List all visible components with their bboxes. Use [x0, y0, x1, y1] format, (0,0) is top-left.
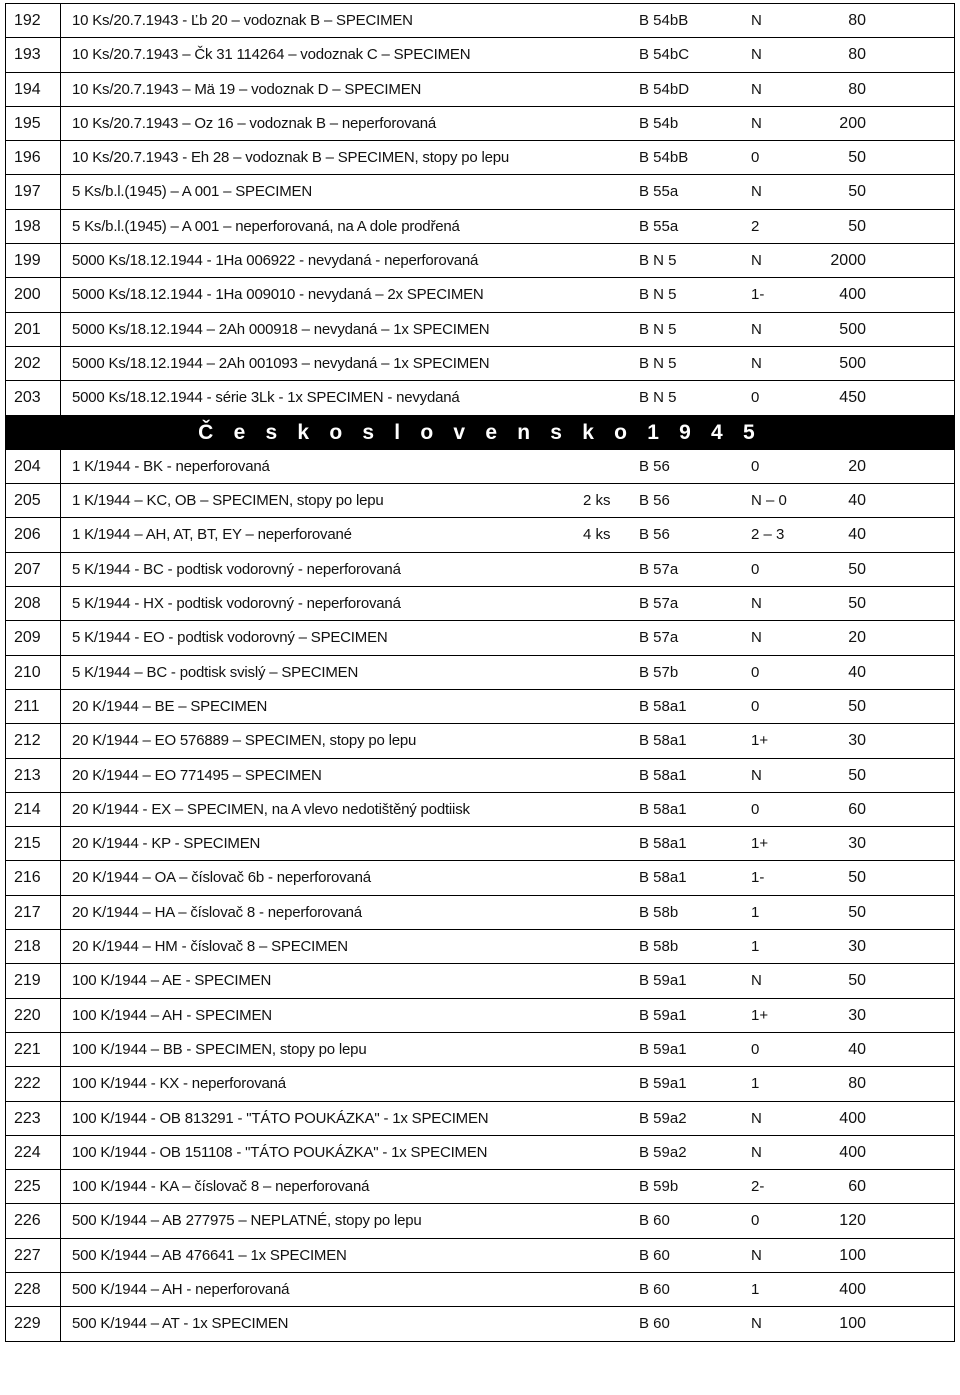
column-divider: [60, 656, 61, 689]
item-description: 500 K/1944 – AB 277975 – NEPLATNÉ, stopy po lepu: [72, 1212, 422, 1230]
table-row: [5, 999, 955, 1033]
item-grade: 1: [751, 903, 760, 921]
item-number: 221: [14, 1040, 41, 1058]
table-row: [5, 1136, 955, 1170]
column-divider: [60, 930, 61, 963]
item-catalog-number: B 56: [639, 457, 670, 475]
item-price: 40: [848, 526, 866, 544]
item-description: 10 Ks/20.7.1943 – Mä 19 – vodoznak D – SPECIMEN: [72, 80, 422, 98]
item-catalog-number: B 57a: [639, 629, 679, 647]
item-grade: N: [751, 1143, 762, 1161]
item-number: 224: [14, 1143, 41, 1161]
item-catalog-number: B 57a: [639, 560, 679, 578]
table-row: [5, 175, 955, 209]
table-row: [5, 896, 955, 930]
item-description: 5 K/1944 – BC - podtisk svislý – SPECIMEN: [72, 663, 359, 681]
item-price: 40: [848, 663, 866, 681]
item-number: 196: [14, 149, 41, 167]
item-grade: 0: [751, 457, 760, 475]
table-row: [5, 313, 955, 347]
table-row: [5, 656, 955, 690]
table-row: [5, 38, 955, 72]
item-price: 20: [848, 457, 866, 475]
item-grade: 1+: [751, 835, 769, 853]
item-grade: 1: [751, 1280, 760, 1298]
item-number: 207: [14, 560, 41, 578]
item-catalog-number: B 58a1: [639, 869, 687, 887]
item-grade: 2 – 3: [751, 526, 785, 544]
item-grade: 1-: [751, 869, 765, 887]
item-number: 204: [14, 457, 41, 475]
item-catalog-number: B 57b: [639, 663, 679, 681]
item-price: 30: [848, 732, 866, 750]
item-number: 228: [14, 1280, 41, 1298]
item-number: 193: [14, 46, 41, 64]
column-divider: [60, 759, 61, 792]
item-description: 5000 Ks/18.12.1944 - série 3Lk - 1x SPECIMEN - nevydaná: [72, 389, 460, 407]
item-grade: N: [751, 1246, 762, 1264]
column-divider: [60, 1102, 61, 1135]
item-number: 218: [14, 938, 41, 956]
table-row: [5, 244, 955, 278]
item-description: 5 K/1944 - BC - podtisk vodorovný - neperforovaná: [72, 560, 401, 578]
table-row: [5, 724, 955, 758]
item-catalog-number: B 54bB: [639, 149, 689, 167]
table-row: [5, 964, 955, 998]
item-catalog-number: B 60: [639, 1315, 670, 1333]
table-row: [5, 1170, 955, 1204]
table-row: [5, 587, 955, 621]
item-price: 50: [848, 697, 866, 715]
item-number: 215: [14, 835, 41, 853]
item-grade: N – 0: [751, 492, 787, 510]
item-description: 1 K/1944 – KC, OB – SPECIMEN, stopy po lepu: [72, 492, 384, 510]
column-divider: [60, 278, 61, 311]
item-price: 500: [839, 354, 866, 372]
item-grade: 2: [751, 217, 760, 235]
item-price: 30: [848, 835, 866, 853]
item-catalog-number: B 58a1: [639, 835, 687, 853]
item-number: 203: [14, 389, 41, 407]
column-divider: [60, 827, 61, 860]
item-grade: 0: [751, 697, 760, 715]
item-number: 202: [14, 354, 41, 372]
item-catalog-number: B 59a1: [639, 972, 687, 990]
item-grade: N: [751, 46, 762, 64]
item-description: 5 Ks/b.l.(1945) – A 001 – SPECIMEN: [72, 183, 312, 201]
item-description: 10 Ks/20.7.1943 – Čk 31 114264 – vodoznak C – SPECIMEN: [72, 46, 471, 64]
item-catalog-number: B N 5: [639, 252, 677, 270]
column-divider: [60, 244, 61, 277]
table-row: [5, 690, 955, 724]
item-grade: N: [751, 972, 762, 990]
item-grade: N: [751, 1109, 762, 1127]
item-price: 50: [848, 903, 866, 921]
column-divider: [60, 690, 61, 723]
item-description: 20 K/1944 – OA – číslovač 6b - neperforovaná: [72, 869, 371, 887]
item-catalog-number: B 56: [639, 492, 670, 510]
item-price: 400: [839, 1143, 866, 1161]
column-divider: [60, 484, 61, 517]
item-catalog-number: B N 5: [639, 320, 677, 338]
item-grade: 0: [751, 1040, 760, 1058]
item-catalog-number: B 59a2: [639, 1109, 687, 1127]
item-grade: N: [751, 354, 762, 372]
rows-before-section: [5, 4, 955, 416]
item-price: 120: [839, 1212, 866, 1230]
column-divider: [60, 896, 61, 929]
item-description: 20 K/1944 – EO 576889 – SPECIMEN, stopy po lepu: [72, 732, 417, 750]
item-catalog-number: B 58a1: [639, 697, 687, 715]
item-grade: 1: [751, 1075, 760, 1093]
column-divider: [60, 141, 61, 174]
item-number: 223: [14, 1109, 41, 1127]
column-divider: [60, 1033, 61, 1066]
item-price: 40: [848, 492, 866, 510]
item-catalog-number: B 58a1: [639, 732, 687, 750]
column-divider: [60, 210, 61, 243]
item-number: 214: [14, 800, 41, 818]
item-description: 10 Ks/20.7.1943 – Oz 16 – vodoznak B – neperforovaná: [72, 114, 437, 132]
item-price: 80: [848, 1075, 866, 1093]
column-divider: [60, 1067, 61, 1100]
column-divider: [60, 175, 61, 208]
item-description: 5000 Ks/18.12.1944 – 2Ah 000918 – nevydaná – 1x SPECIMEN: [72, 320, 490, 338]
item-number: 219: [14, 972, 41, 990]
table-row: [5, 210, 955, 244]
item-catalog-number: B 59a1: [639, 1040, 687, 1058]
item-description: 100 K/1944 – AH - SPECIMEN: [72, 1006, 272, 1024]
item-number: 200: [14, 286, 41, 304]
item-number: 229: [14, 1315, 41, 1333]
item-grade: 0: [751, 1212, 760, 1230]
item-price: 50: [848, 560, 866, 578]
item-description: 500 K/1944 – AB 476641 – 1x SPECIMEN: [72, 1246, 347, 1264]
column-divider: [60, 621, 61, 654]
item-price: 400: [839, 1109, 866, 1127]
column-divider: [60, 1170, 61, 1203]
item-number: 222: [14, 1075, 41, 1093]
item-description: 1 K/1944 - BK - neperforovaná: [72, 457, 270, 475]
column-divider: [60, 724, 61, 757]
column-divider: [60, 313, 61, 346]
item-description: 100 K/1944 - KA – číslovač 8 – neperforovaná: [72, 1178, 370, 1196]
item-description: 20 K/1944 – HA – číslovač 8 - neperforovaná: [72, 903, 362, 921]
item-number: 227: [14, 1246, 41, 1264]
table-row: [5, 793, 955, 827]
item-grade: N: [751, 629, 762, 647]
item-number: 213: [14, 766, 41, 784]
column-divider: [60, 793, 61, 826]
table-row: [5, 1307, 955, 1341]
column-divider: [60, 1136, 61, 1169]
item-number: 220: [14, 1006, 41, 1024]
item-description: 10 Ks/20.7.1943 - Ľb 20 – vodoznak B – SPECIMEN: [72, 12, 413, 29]
item-price: 50: [848, 149, 866, 167]
item-number: 201: [14, 320, 41, 338]
item-price: 400: [839, 1280, 866, 1298]
column-divider: [60, 1239, 61, 1272]
column-divider: [60, 553, 61, 586]
item-grade: N: [751, 320, 762, 338]
table-row: [5, 1033, 955, 1067]
item-number: 208: [14, 595, 41, 613]
item-price: 60: [848, 1178, 866, 1196]
table-row: [5, 484, 955, 518]
table-row: [5, 381, 955, 415]
item-catalog-number: B 59b: [639, 1178, 679, 1196]
item-description: 20 K/1944 – BE – SPECIMEN: [72, 697, 268, 715]
item-price: 2000: [830, 252, 866, 270]
item-price: 40: [848, 1040, 866, 1058]
item-catalog-number: B 59a1: [639, 1075, 687, 1093]
column-divider: [60, 1273, 61, 1306]
item-catalog-number: B 60: [639, 1246, 670, 1264]
item-grade: N: [751, 183, 762, 201]
item-quantity: 2 ks: [583, 492, 611, 510]
item-description: 100 K/1944 - OB 813291 - "TÁTO POUKÁZKA" - 1x SPECIMEN: [72, 1109, 489, 1127]
item-price: 80: [848, 12, 866, 29]
table-row: [5, 1204, 955, 1238]
item-catalog-number: B N 5: [639, 286, 677, 304]
table-row: [5, 827, 955, 861]
item-price: 50: [848, 766, 866, 784]
item-grade: N: [751, 114, 762, 132]
rows-after-section: [5, 450, 955, 1342]
item-price: 60: [848, 800, 866, 818]
item-price: 50: [848, 595, 866, 613]
table-row: [5, 759, 955, 793]
item-number: 206: [14, 526, 41, 544]
item-description: 1 K/1944 – AH, AT, BT, EY – neperforované: [72, 526, 352, 544]
item-catalog-number: B 55a: [639, 217, 679, 235]
table-row: [5, 107, 955, 141]
item-description: 20 K/1944 - KP - SPECIMEN: [72, 835, 261, 853]
catalog-table: [5, 3, 955, 1342]
item-grade: N: [751, 595, 762, 613]
table-row: [5, 621, 955, 655]
item-number: 225: [14, 1178, 41, 1196]
table-row: [5, 861, 955, 895]
table-row: [5, 4, 955, 38]
item-catalog-number: B 54bD: [639, 80, 690, 98]
item-price: 30: [848, 938, 866, 956]
item-description: 20 K/1944 – EO 771495 – SPECIMEN: [72, 766, 322, 784]
item-description: 5000 Ks/18.12.1944 - 1Ha 006922 - nevydaná - neperforovaná: [72, 252, 479, 270]
item-description: 5000 Ks/18.12.1944 - 1Ha 009010 - nevydaná – 2x SPECIMEN: [72, 286, 484, 304]
item-number: 211: [14, 697, 40, 715]
item-price: 20: [848, 629, 866, 647]
item-grade: 0: [751, 149, 760, 167]
item-number: 226: [14, 1212, 41, 1230]
table-row: [5, 73, 955, 107]
column-divider: [60, 518, 61, 551]
item-catalog-number: B 54bB: [639, 12, 689, 29]
item-catalog-number: B N 5: [639, 354, 677, 372]
section-header: Č e s k o s l o v e n s k o 1 9 4 5: [5, 416, 955, 450]
item-catalog-number: B 58b: [639, 938, 679, 956]
item-grade: 1+: [751, 732, 769, 750]
item-catalog-number: B 57a: [639, 595, 679, 613]
item-description: 20 K/1944 - EX – SPECIMEN, na A vlevo nedotištěný podtiisk: [72, 800, 470, 818]
item-catalog-number: B 58a1: [639, 766, 687, 784]
item-grade: N: [751, 252, 762, 270]
column-divider: [60, 1204, 61, 1237]
item-number: 217: [14, 903, 41, 921]
item-number: 205: [14, 492, 41, 510]
table-row: [5, 1067, 955, 1101]
item-quantity: 4 ks: [583, 526, 611, 544]
item-catalog-number: B 54b: [639, 114, 679, 132]
column-divider: [60, 347, 61, 380]
item-number: 216: [14, 869, 41, 887]
item-grade: 0: [751, 800, 760, 818]
item-number: 195: [14, 114, 41, 132]
item-price: 80: [848, 46, 866, 64]
item-description: 100 K/1944 - OB 151108 - "TÁTO POUKÁZKA" - 1x SPECIMEN: [72, 1143, 488, 1161]
table-row: [5, 1239, 955, 1273]
item-price: 100: [839, 1315, 866, 1333]
column-divider: [60, 964, 61, 997]
item-grade: 0: [751, 389, 760, 407]
table-row: [5, 1102, 955, 1136]
item-price: 400: [839, 286, 866, 304]
item-catalog-number: B 56: [639, 526, 670, 544]
column-divider: [60, 1307, 61, 1340]
item-grade: 1+: [751, 1006, 769, 1024]
item-description: 100 K/1944 - KX - neperforovaná: [72, 1075, 286, 1093]
item-catalog-number: B 59a2: [639, 1143, 687, 1161]
item-number: 192: [14, 12, 41, 29]
table-row: [5, 347, 955, 381]
item-description: 5 K/1944 - HX - podtisk vodorovný - neperforovaná: [72, 595, 401, 613]
item-price: 50: [848, 869, 866, 887]
table-row: [5, 141, 955, 175]
item-grade: N: [751, 12, 762, 29]
item-price: 450: [839, 389, 866, 407]
column-divider: [60, 73, 61, 106]
item-number: 194: [14, 80, 41, 98]
item-grade: N: [751, 1315, 762, 1333]
item-grade: 0: [751, 663, 760, 681]
item-catalog-number: B 59a1: [639, 1006, 687, 1024]
column-divider: [60, 381, 61, 414]
item-grade: 0: [751, 560, 760, 578]
item-description: 500 K/1944 – AH - neperforovaná: [72, 1280, 290, 1298]
item-price: 30: [848, 1006, 866, 1024]
item-catalog-number: B 58a1: [639, 800, 687, 818]
item-number: 199: [14, 252, 41, 270]
item-description: 100 K/1944 – BB - SPECIMEN, stopy po lepu: [72, 1040, 367, 1058]
column-divider: [60, 999, 61, 1032]
item-number: 198: [14, 217, 41, 235]
table-row: [5, 278, 955, 312]
item-description: 5 Ks/b.l.(1945) – A 001 – neperforovaná, na A dole prodřená: [72, 217, 460, 235]
item-number: 209: [14, 629, 41, 647]
item-description: 100 K/1944 – AE - SPECIMEN: [72, 972, 272, 990]
table-row: [5, 930, 955, 964]
item-price: 50: [848, 183, 866, 201]
item-number: 197: [14, 183, 41, 201]
item-description: 20 K/1944 – HM - číslovač 8 – SPECIMEN: [72, 938, 348, 956]
item-description: 10 Ks/20.7.1943 - Eh 28 – vodoznak B – SPECIMEN, stopy po lepu: [72, 149, 510, 167]
item-catalog-number: B 58b: [639, 903, 679, 921]
column-divider: [60, 4, 61, 37]
item-description: 5 K/1944 - EO - podtisk vodorovný – SPECIMEN: [72, 629, 388, 647]
item-catalog-number: B 60: [639, 1212, 670, 1230]
item-price: 100: [839, 1246, 866, 1264]
table-row: [5, 553, 955, 587]
item-description: 5000 Ks/18.12.1944 – 2Ah 001093 – nevydaná – 1x SPECIMEN: [72, 354, 490, 372]
item-price: 500: [839, 320, 866, 338]
table-row: [5, 1273, 955, 1307]
item-description: 500 K/1944 – AT - 1x SPECIMEN: [72, 1315, 289, 1333]
table-row: [5, 518, 955, 552]
item-grade: 1-: [751, 286, 765, 304]
column-divider: [60, 450, 61, 483]
item-number: 212: [14, 732, 41, 750]
item-catalog-number: B N 5: [639, 389, 677, 407]
item-grade: 1: [751, 938, 760, 956]
column-divider: [60, 38, 61, 71]
item-price: 80: [848, 80, 866, 98]
item-price: 50: [848, 972, 866, 990]
column-divider: [60, 107, 61, 140]
item-price: 50: [848, 217, 866, 235]
column-divider: [60, 587, 61, 620]
column-divider: [60, 861, 61, 894]
item-grade: N: [751, 766, 762, 784]
item-catalog-number: B 55a: [639, 183, 679, 201]
item-number: 210: [14, 663, 41, 681]
table-row: [5, 450, 955, 484]
item-catalog-number: B 54bC: [639, 46, 690, 64]
item-price: 200: [839, 114, 866, 132]
item-grade: N: [751, 80, 762, 98]
item-grade: 2-: [751, 1178, 765, 1196]
item-catalog-number: B 60: [639, 1280, 670, 1298]
